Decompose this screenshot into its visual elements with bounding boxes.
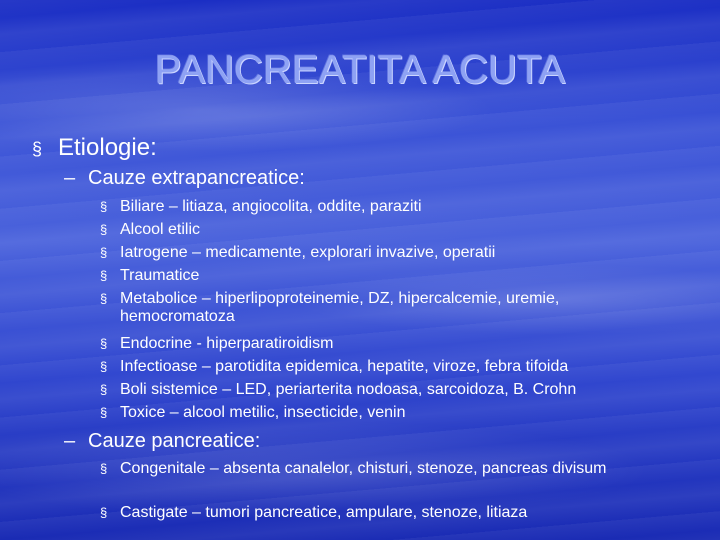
bullet-etiologie xyxy=(32,134,157,162)
dash-icon: – xyxy=(64,430,76,452)
list-item: § Toxice – alcool metilic, insecticide, venin xyxy=(100,404,406,421)
list-item: § Metabolice – hiperlipoproteinemie, DZ, hipercalcemie, uremie, hemocromatoza xyxy=(100,290,560,325)
bullet-icon: § xyxy=(100,405,108,420)
list-item: § Alcool etilic xyxy=(100,221,201,238)
bullet-icon: § xyxy=(100,461,108,476)
bullet-icon: § xyxy=(100,336,108,351)
list-item: § Infectioase – parotidita epidemica, hepatite, viroze, febra tifoida xyxy=(100,358,569,375)
subheading-text: Cauze pancreatice: xyxy=(88,430,261,452)
dash-icon: – xyxy=(64,167,76,189)
list-item: § Congenitale – absenta canalelor, chisturi, stenoze, pancreas divisum xyxy=(100,460,607,477)
subheading-extrapancreatice xyxy=(64,167,305,190)
bullet-icon: § xyxy=(100,291,108,306)
bullet-icon: § xyxy=(100,505,108,520)
bullet-icon: § xyxy=(100,382,108,397)
subheading-pancreatice xyxy=(64,430,260,453)
bullet-icon: § xyxy=(100,245,108,260)
list-item: § Iatrogene – medicamente, explorari invazive, operatii xyxy=(100,244,496,261)
bullet-icon: § xyxy=(100,268,108,283)
bullet-icon: § xyxy=(100,359,108,374)
list-item: § Boli sistemice – LED, periarterita nodoasa, sarcoidoza, B. Crohn xyxy=(100,381,577,398)
slide-title: PANCREATITA ACUTA xyxy=(154,48,566,92)
list-item: § Endocrine - hiperparatiroidism xyxy=(100,335,334,352)
list-item: § Castigate – tumori pancreatice, ampulare, stenoze, litiaza xyxy=(100,504,528,521)
bullet-icon: § xyxy=(32,139,43,159)
bullet-icon: § xyxy=(100,199,108,214)
list-item: § Biliare – litiaza, angiocolita, oddite, paraziti xyxy=(100,198,422,215)
list-item: § Traumatice xyxy=(100,267,200,284)
bullet-text: Etiologie: xyxy=(58,134,157,161)
subheading-text: Cauze extrapancreatice: xyxy=(88,167,305,189)
bullet-icon: § xyxy=(100,222,108,237)
